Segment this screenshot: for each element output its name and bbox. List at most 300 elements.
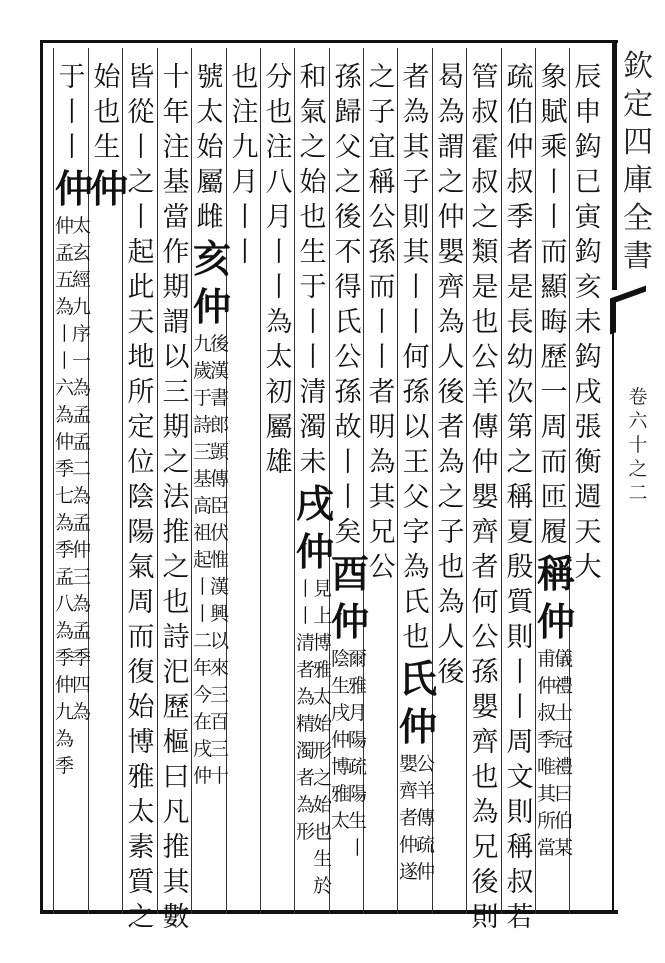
note-char: 年 [193,657,213,679]
char: 質 [506,587,534,618]
note-char: 漢 [210,576,230,598]
char: 當 [162,202,190,233]
note-char: 十 [210,765,230,787]
note-char: 仲 [72,539,92,561]
char: 公 [368,202,396,233]
note-char: 孟 [72,404,92,426]
note-char: 形 [313,740,333,762]
heading-char: 仲 [399,704,438,749]
char: 也 [402,622,430,653]
char: 齊 [471,727,499,758]
char: 丨 [58,97,86,128]
char: 太 [265,342,293,373]
note-char: 季 [72,647,92,669]
char: 其 [162,867,190,898]
char: 者 [368,377,396,408]
note-char: 興 [210,603,230,625]
char: 類 [471,237,499,268]
note-char: 太 [331,810,351,832]
char: 地 [127,342,155,373]
note-char: 仲 [537,675,557,697]
note-char: 為 [55,728,75,750]
char: 公 [471,342,499,373]
note-char: 為 [55,296,75,318]
note-char: 丨 [348,837,368,859]
char: 第 [506,412,534,443]
char: 象 [540,62,568,93]
char: 丨 [265,272,293,303]
char: 質 [127,867,155,898]
commentary-note [537,646,574,862]
note-char: 於 [313,875,333,897]
note-char: 四 [72,674,92,696]
char: 丨 [127,132,155,163]
char: 履 [540,517,568,548]
char: 注 [162,132,190,163]
char: 則 [506,797,534,828]
char: 則 [506,622,534,653]
text-column [468,60,502,933]
char: 素 [127,832,155,863]
note-char: 某 [554,837,574,859]
char: 宜 [368,132,396,163]
note-char: 傳 [210,468,230,490]
char: 而 [368,272,396,303]
heading-char: 氏 [399,656,438,701]
char: 雅 [127,762,155,793]
note-char: 季 [55,755,75,777]
char: 丨 [265,237,293,268]
heading-char: 稱 [537,551,576,596]
char: 歷 [540,342,568,373]
note-char: 陰 [331,648,351,670]
note-char: 惟 [210,549,230,571]
char: 清 [299,377,327,408]
text-column [296,60,335,905]
char: 者 [506,237,534,268]
char: 傳 [471,412,499,443]
volume-char: 卷 [628,386,648,408]
note-char: 書 [210,387,230,409]
note-char: 太 [313,686,333,708]
note-char: 也 [313,821,333,843]
char: 和 [299,62,327,93]
char: 鈎 [574,132,602,163]
char: 丨 [540,167,568,198]
note-char: 九 [193,333,213,355]
char: 之 [506,447,534,478]
note-char: 所 [537,810,557,832]
note-char: 在 [193,711,213,733]
char: 仲 [437,202,465,233]
heading-char: 仲 [296,529,335,574]
text-column [262,60,296,905]
note-char: 為 [72,701,92,723]
note-char: 上 [313,605,333,627]
char: 季 [506,202,534,233]
char: 公 [471,622,499,653]
note-char: 博 [331,756,351,778]
note-char: 為 [72,377,92,399]
char: 後 [471,867,499,898]
char: 之 [437,167,465,198]
note-char: 于 [193,387,213,409]
char: 也 [437,552,465,583]
char: 齊 [437,272,465,303]
char: 故 [334,412,362,443]
note-char: 三 [193,441,213,463]
char: 孫 [402,377,430,408]
note-char: 玄 [72,242,92,264]
char: 為 [368,447,396,478]
text-column [399,60,438,905]
char: 月 [231,167,259,198]
note-char: 戌 [331,702,351,724]
note-char: 雅 [313,659,333,681]
note-char: 當 [537,837,557,859]
note-char: 丨 [193,603,213,625]
char: 從 [127,97,155,128]
char: 周 [127,587,155,618]
char: 也 [471,762,499,793]
char: 基 [162,167,190,198]
note-char: 經 [72,269,92,291]
commentary-note [399,751,436,886]
note-char: 季 [55,539,75,561]
char: 顯 [540,272,568,303]
char: 仲 [506,132,534,163]
char: 丨 [334,482,362,513]
char: 兄 [368,517,396,548]
char: 仲 [471,447,499,478]
char: 為 [471,797,499,828]
char: 而 [540,237,568,268]
note-char: 冠 [554,729,574,751]
char: 是 [506,272,534,303]
char: 疏 [506,62,534,93]
char: 何 [402,342,430,373]
char: 之 [437,482,465,513]
note-char: 一 [72,350,92,372]
heading-char: 仲 [331,599,370,644]
text-column [331,60,370,905]
char: 羊 [471,377,499,408]
char: 為 [437,307,465,338]
char: 曰 [162,762,190,793]
char: 子 [368,97,396,128]
char: 而 [540,447,568,478]
note-char: 禮 [554,756,574,778]
note-char: 形 [296,821,316,843]
char: 殷 [506,552,534,583]
char: 始 [127,692,155,723]
char: 定 [127,412,155,443]
char: 之 [334,167,362,198]
char: 期 [162,272,190,303]
char: 文 [506,762,534,793]
char: 若 [506,902,534,933]
heading-char: 亥 [193,236,232,281]
char: 人 [437,622,465,653]
note-char: 孟 [55,566,75,588]
char: 丨 [402,307,430,338]
text-column [159,60,193,933]
char: 叔 [506,867,534,898]
char: 雄 [265,447,293,478]
char: 孫 [471,657,499,688]
char: 之 [368,62,396,93]
char: 推 [162,517,190,548]
char: 叔 [471,97,499,128]
text-column [434,60,468,905]
heading-char: 仲 [193,284,232,329]
char: 子 [402,167,430,198]
char: 始 [93,62,121,93]
char: 陽 [127,517,155,548]
char: 叔 [471,167,499,198]
note-char: 公 [416,753,436,775]
note-char: 士 [554,702,574,724]
title-char: 欽 [623,49,653,84]
char: 法 [162,482,190,513]
note-char: 雅 [331,783,351,805]
note-char: 顗 [210,441,230,463]
char: 初 [265,377,293,408]
note-char: 為 [55,512,75,534]
char: 未 [299,447,327,478]
char: 霍 [471,132,499,163]
char: 屬 [196,167,224,198]
note-char: 始 [313,794,333,816]
char: 也 [471,307,499,338]
heading-char: 仲 [537,599,576,644]
note-char: 臣 [210,495,230,517]
commentary-note [193,331,230,790]
char: 後 [334,202,362,233]
note-char: 孟 [72,512,92,534]
char: 齊 [471,517,499,548]
char: 樞 [162,727,190,758]
char: 父 [402,482,430,513]
title-char: 定 [623,87,653,122]
commentary-note [296,576,333,900]
char: 嬰 [471,482,499,513]
note-char: 序 [72,323,92,345]
note-char: 禮 [554,675,574,697]
note-char: 陽 [348,783,368,805]
note-char: 仲 [331,729,351,751]
char: 也 [93,97,121,128]
char: 嬰 [471,692,499,723]
note-char: 來 [210,657,230,679]
char: 生 [93,132,121,163]
note-char: 為 [296,686,316,708]
char: 伯 [506,97,534,128]
char: 丨 [402,272,430,303]
char: 博 [127,727,155,758]
char: 氣 [127,552,155,583]
char: 稱 [368,167,396,198]
note-char: 曰 [554,783,574,805]
heading-char: 仲 [55,166,94,211]
char: 管 [471,62,499,93]
char: 之 [162,552,190,583]
char: 張 [574,412,602,443]
char: 為 [402,552,430,583]
note-char: 起 [193,549,213,571]
char: 一 [540,377,568,408]
note-char: 丨 [55,323,75,345]
char: 作 [162,237,190,268]
note-char: 今 [193,684,213,706]
title-char: 書 [623,239,653,274]
char: 注 [265,132,293,163]
char: 凡 [162,797,190,828]
char: 太 [127,797,155,828]
note-char: 郎 [210,414,230,436]
text-column [193,60,232,905]
note-char: 仲 [55,215,75,237]
char: 字 [402,517,430,548]
char: 丨 [506,692,534,723]
note-char: 精 [296,713,316,735]
heading-char: 仲 [90,166,129,211]
char: 丨 [58,132,86,163]
char: 生 [299,237,327,268]
text-column [537,60,576,905]
char: 丨 [506,657,534,688]
note-char: 丨 [55,350,75,372]
char: 丨 [299,342,327,373]
note-char: 者 [296,767,316,789]
char: 稱 [506,832,534,863]
char: 丨 [231,202,259,233]
note-char: 九 [55,701,75,723]
text-column [124,60,158,933]
note-char: 百 [210,711,230,733]
note-char: 詩 [193,414,213,436]
char: 子 [437,517,465,548]
char: 歷 [162,692,190,723]
note-char: 歲 [193,360,213,382]
char: 之 [127,167,155,198]
note-char: 丨 [296,605,316,627]
char: 始 [299,167,327,198]
note-char: 叔 [537,702,557,724]
note-char: 仲 [55,431,75,453]
text-column [228,60,262,905]
note-char: 濁 [296,740,316,762]
char: 以 [162,342,190,373]
text-column [365,60,399,905]
char: 始 [196,132,224,163]
char: 辰 [574,62,602,93]
note-char: 孟 [72,431,92,453]
note-char: 儀 [554,648,574,670]
char: 稱 [506,482,534,513]
char: 氏 [334,307,362,338]
char: 詩 [162,622,190,653]
char: 丨 [540,202,568,233]
heading-char: 戌 [296,481,335,526]
note-char: 丨 [296,578,316,600]
char: 人 [437,342,465,373]
char: 未 [574,307,602,338]
note-char: 基 [193,468,213,490]
commentary-note [331,646,368,862]
char: 次 [506,377,534,408]
char: 明 [368,412,396,443]
char: 天 [574,517,602,548]
char: 周 [506,727,534,758]
note-char: 仲 [399,834,419,856]
char: 賦 [540,97,568,128]
char: 乘 [540,132,568,163]
char: 得 [334,272,362,303]
text-column [55,60,94,905]
note-char: 見 [313,578,333,600]
note-char: 者 [296,659,316,681]
char: 十 [162,62,190,93]
char: 衡 [574,447,602,478]
char: 屬 [265,412,293,443]
char: 寅 [574,202,602,233]
char: 之 [127,902,155,933]
note-char: 九 [72,296,92,318]
note-char: 疏 [416,834,436,856]
char: 公 [368,552,396,583]
note-char: 為 [72,485,92,507]
char: 號 [196,62,224,93]
heading-char: 酉 [331,551,370,596]
note-char: 太 [72,215,92,237]
note-char: 八 [55,593,75,615]
char: 者 [471,552,499,583]
note-char: 為 [55,404,75,426]
note-char: 季 [55,647,75,669]
note-char: 雅 [348,675,368,697]
text-column [90,60,129,905]
frame-edge-bottom [612,330,614,914]
char: 也 [162,587,190,618]
char: 此 [127,272,155,303]
char: 注 [231,97,259,128]
char: 推 [162,832,190,863]
note-char: 孟 [55,242,75,264]
note-char: 為 [72,593,92,615]
char: 匝 [540,482,568,513]
char: 九 [231,132,259,163]
char: 年 [162,97,190,128]
note-char: 陽 [348,729,368,751]
note-char: 五 [55,269,75,291]
char: 謂 [437,132,465,163]
char: 汜 [162,657,190,688]
char: 孫 [334,377,362,408]
char: 長 [506,307,534,338]
char: 分 [265,62,293,93]
char: 後 [437,657,465,688]
char: 丨 [368,342,396,373]
char: 起 [127,237,155,268]
char: 皆 [127,62,155,93]
char: 則 [471,902,499,933]
note-char: 三 [210,738,230,760]
note-char: 清 [296,632,316,654]
title-char: 全 [623,201,653,236]
char: 已 [574,167,602,198]
note-char: 生 [348,810,368,832]
